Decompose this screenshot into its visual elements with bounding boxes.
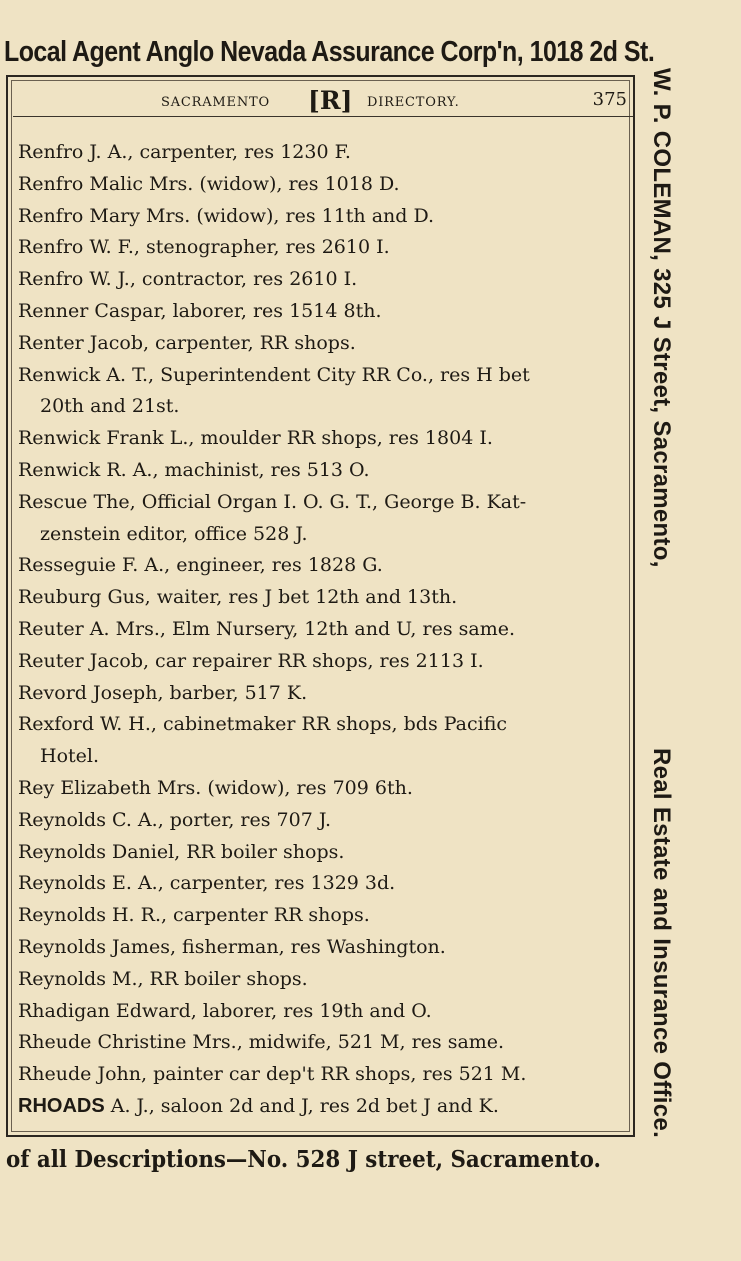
page-number: 375 xyxy=(592,89,627,110)
running-head-letter: [R] xyxy=(308,86,353,115)
directory-entry-continuation: zenstein editor, office 528 J. xyxy=(40,522,308,545)
directory-entry: Rexford W. H., cabinetmaker RR shops, bds Pacific xyxy=(18,713,508,736)
entry-detail: A. J., saloon 2d and J, res 2d bet J and K. xyxy=(110,1094,499,1117)
directory-entry: Renfro J. A., carpenter, res 1230 F. xyxy=(18,141,351,163)
directory-entry: Reynolds C. A., porter, res 707 J. xyxy=(18,808,332,831)
entry-name-bold: RHOADS xyxy=(18,1094,105,1117)
directory-entry: Renfro W. F., stenographer, res 2610 I. xyxy=(18,236,390,259)
directory-entry: Reuburg Gus, waiter, res J bet 12th and 13th. xyxy=(18,586,458,609)
directory-entries xyxy=(18,137,626,1123)
bottom-advertisement-banner: of all Descriptions—No. 528 J street, Sacramento. xyxy=(6,1146,601,1173)
directory-entry: Rey Elizabeth Mrs. (widow), res 709 6th. xyxy=(18,776,413,799)
directory-entry: Reuter A. Mrs., Elm Nursery, 12th and U, res same. xyxy=(18,617,516,640)
directory-entry: Reynolds E. A., carpenter, res 1329 3d. xyxy=(18,872,396,895)
directory-entry: Reynolds Daniel, RR boiler shops. xyxy=(18,840,345,863)
directory-entry: Renwick A. T., Superintendent City RR Co., res H bet xyxy=(18,363,530,386)
directory-entry: Rheude John, painter car dep't RR shops, res 521 M. xyxy=(18,1063,527,1086)
directory-entry: Reynolds James, fisherman, res Washington. xyxy=(18,935,446,958)
directory-entry: Renwick Frank L., moulder RR shops, res 1804 I. xyxy=(18,427,493,450)
top-advertisement-banner: Local Agent Anglo Nevada Assurance Corp'n, 1018 2d St. xyxy=(4,36,655,68)
directory-entry-continuation: Hotel. xyxy=(40,745,100,768)
directory-entry: Rhadigan Edward, laborer, res 19th and O. xyxy=(18,999,432,1022)
directory-entry-last xyxy=(18,1091,626,1123)
directory-entry-continuation: 20th and 21st. xyxy=(40,395,180,418)
directory-entry: Renter Jacob, carpenter, RR shops. xyxy=(18,331,356,354)
directory-entry: Renfro Mary Mrs. (widow), res 11th and D. xyxy=(18,204,435,227)
running-head-title: DIRECTORY. xyxy=(367,95,460,110)
directory-entry: Rescue The, Official Organ I. O. G. T., George B. Kat- xyxy=(18,490,527,513)
directory-entry: Reuter Jacob, car repairer RR shops, res 2113 I. xyxy=(18,649,484,672)
directory-entry: Rheude Christine Mrs., midwife, 521 M, res same. xyxy=(18,1031,505,1054)
directory-entry: Renwick R. A., machinist, res 513 O. xyxy=(18,458,370,481)
directory-entry: Renner Caspar, laborer, res 1514 8th. xyxy=(18,299,382,322)
directory-entry: Reynolds M., RR boiler shops. xyxy=(18,967,308,990)
directory-entry: Renfro Malic Mrs. (widow), res 1018 D. xyxy=(18,172,400,195)
directory-entry: Revord Joseph, barber, 517 K. xyxy=(18,681,308,704)
side-advertisement-banner xyxy=(647,68,675,1138)
side-banner-right: Real Estate and Insurance Office. xyxy=(648,747,675,1138)
side-banner-left: W. P. COLEMAN, 325 J Street, Sacramento, xyxy=(648,68,675,568)
running-head-city: SACRAMENTO xyxy=(161,95,270,110)
directory-entry: Reynolds H. R., carpenter RR shops. xyxy=(18,904,370,927)
directory-entry: Renfro W. J., contractor, res 2610 I. xyxy=(18,268,358,291)
directory-entry: Resseguie F. A., engineer, res 1828 G. xyxy=(18,554,383,577)
running-head xyxy=(13,86,633,117)
